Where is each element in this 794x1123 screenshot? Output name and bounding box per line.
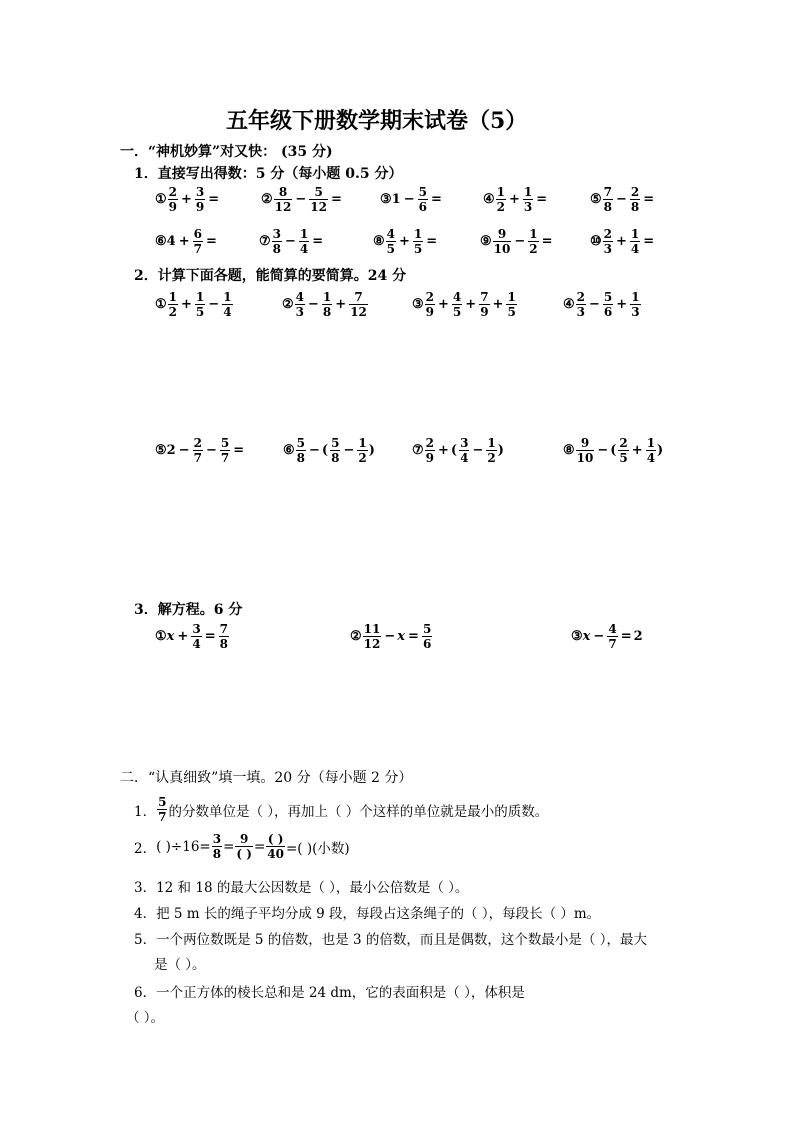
fill-question-6: 6．一个正方体的棱长总和是 24 dm，它的表面积是（ ），体积是 xyxy=(134,985,525,1001)
denominator: 9 xyxy=(425,305,435,319)
denominator: 7 xyxy=(158,810,167,824)
fraction xyxy=(157,796,167,823)
fill-question-2 xyxy=(134,833,350,860)
term: ) xyxy=(497,443,504,458)
fraction xyxy=(506,291,516,318)
problem-number: ① xyxy=(155,192,167,207)
term: ) xyxy=(368,443,375,458)
numerator: 2 xyxy=(168,185,178,199)
denominator: 9 xyxy=(425,451,435,465)
operator: − xyxy=(589,297,600,312)
term: x xyxy=(166,629,175,644)
numerator: 4 xyxy=(386,227,396,241)
math-problem xyxy=(380,186,444,213)
math-problem xyxy=(282,291,369,318)
fraction xyxy=(425,291,435,318)
problem-number: ③ xyxy=(380,192,392,207)
equals-sign: = xyxy=(253,838,266,855)
fraction xyxy=(219,623,229,650)
operator: − xyxy=(208,297,220,312)
term: 2 xyxy=(633,629,643,644)
term: 4 xyxy=(166,234,176,249)
operator: + xyxy=(181,192,192,207)
denominator: 7 xyxy=(220,451,230,465)
denominator: 7 xyxy=(193,242,202,256)
numerator: 4 xyxy=(608,622,617,636)
denominator: 2 xyxy=(168,305,178,319)
denominator: 12 xyxy=(274,200,292,214)
fraction xyxy=(486,437,496,464)
problem-number: ④ xyxy=(563,297,575,312)
denominator: 9 xyxy=(168,200,178,214)
fraction xyxy=(191,623,201,650)
problem-number: ⑨ xyxy=(480,234,492,249)
numerator: 7 xyxy=(354,290,363,304)
denominator: 2 xyxy=(358,451,367,465)
operator: − xyxy=(178,443,190,458)
problem-number: ⑧ xyxy=(563,443,575,458)
operator: = xyxy=(312,234,324,249)
fraction xyxy=(299,228,309,255)
fraction xyxy=(452,291,462,318)
problem-number: ④ xyxy=(483,192,495,207)
operator: + xyxy=(399,234,410,249)
math-problem xyxy=(590,186,656,213)
denominator: 8 xyxy=(322,305,332,319)
denominator: 8 xyxy=(212,847,222,861)
operator: − xyxy=(295,192,307,207)
problem-number: ⑩ xyxy=(590,234,602,249)
denominator: 5 xyxy=(619,451,628,465)
operator: − xyxy=(285,234,296,249)
operator: + xyxy=(631,443,643,458)
math-problem xyxy=(412,291,518,318)
numerator: 2 xyxy=(193,436,202,450)
denominator: 8 xyxy=(219,637,228,651)
numerator: 2 xyxy=(425,436,435,450)
operator: − xyxy=(309,443,320,458)
fill-question-5: 5．一个两位数既是 5 的倍数，也是 3 的倍数，而且是偶数，这个数最小是（ ），最大 xyxy=(134,932,647,948)
fraction xyxy=(603,291,613,318)
fraction xyxy=(418,186,428,213)
math-problem xyxy=(155,623,230,650)
operator: = xyxy=(408,629,419,644)
numerator: 4 xyxy=(295,290,305,304)
numerator: 9 xyxy=(580,436,590,450)
numerator: 1 xyxy=(358,436,367,450)
numerator: 11 xyxy=(363,622,381,636)
denominator: 4 xyxy=(192,637,201,651)
numerator: ( ) xyxy=(267,832,284,846)
term: ) xyxy=(657,443,664,458)
numerator: 1 xyxy=(523,185,533,199)
numerator: 1 xyxy=(529,227,538,241)
fraction xyxy=(493,228,512,255)
denominator: 6 xyxy=(418,200,427,214)
numerator: 5 xyxy=(603,290,613,304)
fraction xyxy=(309,186,328,213)
numerator: 5 xyxy=(331,436,340,450)
fraction xyxy=(576,291,586,318)
numerator: 2 xyxy=(576,290,586,304)
problem-number: ② xyxy=(282,297,294,312)
fraction xyxy=(363,623,382,650)
fraction xyxy=(193,228,203,255)
numerator: 3 xyxy=(195,185,205,199)
operator: = xyxy=(541,234,553,249)
page-title: 五年级下册数学期末试卷（5） xyxy=(226,108,528,134)
denominator: 7 xyxy=(193,451,202,465)
fill-question-4: 4．把 5 m 长的绳子平均分成 9 段，每段占这条绳子的（ ），每段长（ ）m。 xyxy=(134,906,601,922)
numerator: 1 xyxy=(299,227,309,241)
fraction xyxy=(630,186,640,213)
math-problem xyxy=(155,228,219,255)
problem-number: ① xyxy=(155,629,167,644)
fraction xyxy=(422,623,432,650)
operator: = xyxy=(205,234,217,249)
math-problem xyxy=(259,228,325,255)
numerator: 2 xyxy=(603,227,613,241)
denominator: 10 xyxy=(493,242,511,256)
problem-number: ⑥ xyxy=(283,443,295,458)
operator: − xyxy=(403,192,415,207)
denominator: 9 xyxy=(195,200,205,214)
denominator: 8 xyxy=(630,200,640,214)
operator: = xyxy=(204,629,216,644)
numerator: 6 xyxy=(193,227,202,241)
fraction xyxy=(295,291,305,318)
fraction xyxy=(459,437,469,464)
numerator: 1 xyxy=(223,290,232,304)
problem-number: ③ xyxy=(571,629,583,644)
numerator: 5 xyxy=(422,622,432,636)
fraction xyxy=(413,228,423,255)
math-problem xyxy=(155,291,234,318)
denominator: 5 xyxy=(413,242,423,256)
numerator: 5 xyxy=(314,185,323,199)
math-problem xyxy=(590,228,656,255)
operator: + xyxy=(177,629,189,644)
denominator: ( ) xyxy=(236,847,252,861)
numerator: 7 xyxy=(480,290,489,304)
operator: = xyxy=(330,192,342,207)
operator: − xyxy=(308,297,319,312)
fraction xyxy=(296,437,306,464)
math-problem xyxy=(155,437,246,464)
operator: + xyxy=(178,234,190,249)
denominator: 40 xyxy=(267,847,284,861)
denominator: 9 xyxy=(480,305,489,319)
operator: = xyxy=(620,629,632,644)
numerator: 1 xyxy=(195,290,205,304)
denominator: 8 xyxy=(272,242,282,256)
fraction xyxy=(195,186,205,213)
fraction xyxy=(607,623,617,650)
problem-number: ③ xyxy=(412,297,424,312)
question-number: 1． xyxy=(134,803,157,820)
section1-heading: 一．“神机妙算”对又快： (35 分) xyxy=(120,144,333,160)
denominator: 8 xyxy=(331,451,340,465)
fraction xyxy=(266,833,285,860)
denominator: 12 xyxy=(310,200,327,214)
term: 1 xyxy=(391,192,401,207)
fraction xyxy=(618,437,628,464)
numerator: 5 xyxy=(418,185,427,199)
fraction xyxy=(272,228,282,255)
fraction xyxy=(349,291,368,318)
fraction xyxy=(630,228,640,255)
numerator: 1 xyxy=(496,185,506,199)
fill-question-3: 3．12 和 18 的最大公因数是（ ），最小公倍数是（ ）。 xyxy=(134,880,469,896)
operator: − xyxy=(343,443,355,458)
term: x xyxy=(582,629,591,644)
denominator: 7 xyxy=(608,637,617,651)
operator: = xyxy=(536,192,548,207)
question-text: ( )÷16= xyxy=(156,838,211,855)
operator: − xyxy=(616,192,627,207)
denominator: 12 xyxy=(350,305,367,319)
fraction xyxy=(630,291,640,318)
numerator: 7 xyxy=(603,185,613,199)
question-number: 2． xyxy=(134,840,157,857)
numerator: 4 xyxy=(452,290,462,304)
operator: + xyxy=(509,192,520,207)
numerator: 8 xyxy=(278,185,288,199)
operator: = xyxy=(208,192,220,207)
fraction xyxy=(425,437,435,464)
question-text: 的分数单位是（ ），再加上（ ）个这样的单位就是最小的质数。 xyxy=(168,803,549,820)
part2-heading: 2．计算下面各题，能简算的要简算。24 分 xyxy=(134,268,407,284)
numerator: 3 xyxy=(460,436,469,450)
problem-number: ⑦ xyxy=(259,234,271,249)
operator: − xyxy=(593,629,605,644)
denominator: 5 xyxy=(507,305,516,319)
problem-number: ① xyxy=(155,297,167,312)
math-problem xyxy=(563,437,664,464)
operator: = xyxy=(643,234,655,249)
operator: + xyxy=(335,297,347,312)
operator: + xyxy=(616,297,628,312)
part1-heading: 1．直接写出得数：5 分（每小题 0.5 分） xyxy=(134,166,403,182)
numerator: 5 xyxy=(220,436,230,450)
part3-heading: 3．解方程。6 分 xyxy=(134,602,243,618)
numerator: 5 xyxy=(296,436,306,450)
numerator: 1 xyxy=(413,227,423,241)
fraction xyxy=(523,186,533,213)
problem-number: ⑧ xyxy=(373,234,385,249)
operator: − xyxy=(205,443,217,458)
fraction xyxy=(479,291,489,318)
numerator: 1 xyxy=(507,290,516,304)
term: 2 xyxy=(166,443,176,458)
operator: + xyxy=(492,297,504,312)
numerator: 2 xyxy=(630,185,640,199)
numerator: 3 xyxy=(192,622,201,636)
fraction xyxy=(357,437,367,464)
denominator: 2 xyxy=(487,451,496,465)
denominator: 5 xyxy=(452,305,462,319)
numerator: 9 xyxy=(240,832,249,846)
operator: + xyxy=(465,297,477,312)
fraction xyxy=(168,186,178,213)
fraction xyxy=(528,228,538,255)
denominator: 10 xyxy=(576,451,594,465)
question-text: =( )(小数) xyxy=(285,840,350,857)
fraction xyxy=(330,437,340,464)
section2-heading: 二．“认真细致”填一填。20 分（每小题 2 分） xyxy=(120,770,413,786)
problem-number: ⑥ xyxy=(155,234,167,249)
denominator: 6 xyxy=(603,305,613,319)
math-problem xyxy=(483,186,549,213)
numerator: 1 xyxy=(631,290,640,304)
problem-number: ⑤ xyxy=(155,443,167,458)
term: ( xyxy=(321,443,329,458)
denominator: 3 xyxy=(523,200,533,214)
math-problem xyxy=(350,623,433,650)
numerator: 1 xyxy=(168,290,178,304)
denominator: 12 xyxy=(363,637,381,651)
math-problem xyxy=(480,228,555,255)
fraction xyxy=(576,437,595,464)
denominator: 5 xyxy=(386,242,396,256)
math-problem xyxy=(155,186,221,213)
numerator: 2 xyxy=(425,290,435,304)
fraction xyxy=(235,833,253,860)
denominator: 3 xyxy=(295,305,305,319)
fraction xyxy=(322,291,332,318)
fraction xyxy=(220,437,230,464)
denominator: 3 xyxy=(576,305,586,319)
fill-question-6-continued: （ ）。 xyxy=(126,1010,165,1026)
term: x xyxy=(397,629,406,644)
math-problem xyxy=(571,623,644,650)
numerator: 5 xyxy=(158,795,167,809)
term: ( xyxy=(610,443,617,458)
denominator: 8 xyxy=(296,451,306,465)
operator: = xyxy=(233,443,245,458)
math-problem xyxy=(283,437,376,464)
operator: − xyxy=(384,629,396,644)
fill-question-5-continued: 是（ ）。 xyxy=(154,957,206,973)
numerator: 7 xyxy=(219,622,228,636)
denominator: 2 xyxy=(529,242,538,256)
numerator: 3 xyxy=(272,227,282,241)
denominator: 8 xyxy=(603,200,613,214)
fraction xyxy=(274,186,293,213)
numerator: 1 xyxy=(630,227,640,241)
operator: = xyxy=(643,192,655,207)
numerator: 3 xyxy=(212,832,222,846)
denominator: 4 xyxy=(223,305,232,319)
numerator: 1 xyxy=(487,436,496,450)
problem-number: ⑤ xyxy=(590,192,602,207)
fraction xyxy=(193,437,203,464)
denominator: 4 xyxy=(646,451,656,465)
operator: = xyxy=(430,192,442,207)
problem-number: ② xyxy=(261,192,273,207)
denominator: 4 xyxy=(460,451,469,465)
denominator: 3 xyxy=(603,242,613,256)
operator: − xyxy=(514,234,526,249)
denominator: 6 xyxy=(422,637,432,651)
numerator: 1 xyxy=(646,436,656,450)
fill-question-1 xyxy=(134,796,548,823)
problem-number: ⑦ xyxy=(412,443,424,458)
denominator: 4 xyxy=(630,242,640,256)
fraction xyxy=(603,228,613,255)
operator: + xyxy=(438,297,449,312)
numerator: 2 xyxy=(619,436,628,450)
operator: + xyxy=(181,297,192,312)
problem-number: ② xyxy=(350,629,362,644)
fraction xyxy=(603,186,613,213)
operator: = xyxy=(426,234,438,249)
denominator: 3 xyxy=(631,305,640,319)
fraction xyxy=(386,228,396,255)
operator: + xyxy=(438,443,449,458)
math-problem xyxy=(563,291,642,318)
fraction xyxy=(168,291,178,318)
fraction xyxy=(496,186,506,213)
operator: + xyxy=(616,234,627,249)
denominator: 5 xyxy=(195,305,205,319)
math-problem xyxy=(412,437,505,464)
fraction xyxy=(646,437,656,464)
operator: − xyxy=(597,443,609,458)
fraction xyxy=(195,291,205,318)
denominator: 2 xyxy=(496,200,506,214)
term: ( xyxy=(450,443,458,458)
numerator: 9 xyxy=(497,227,507,241)
math-problem xyxy=(373,228,439,255)
operator: − xyxy=(472,443,484,458)
fraction xyxy=(212,833,222,860)
numerator: 1 xyxy=(322,290,332,304)
equals-sign: = xyxy=(223,838,235,855)
fraction xyxy=(222,291,232,318)
denominator: 4 xyxy=(299,242,309,256)
math-problem xyxy=(261,186,344,213)
